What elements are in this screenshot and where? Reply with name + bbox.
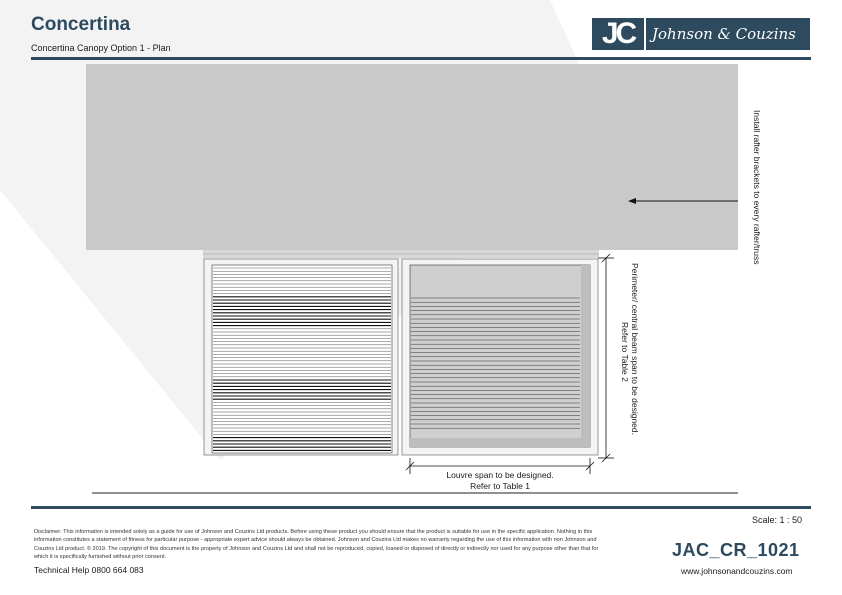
page-subtitle: Concertina Canopy Option 1 - Plan <box>31 43 171 53</box>
company-website[interactable]: www.johnsonandcouzins.com <box>681 566 793 576</box>
logo-mark: JC <box>592 18 646 50</box>
footer-divider <box>31 506 811 509</box>
louvre-span-note-line2: Refer to Table 1 <box>470 481 530 491</box>
document-code: JAC_CR_1021 <box>672 540 800 560</box>
louvre-span-note <box>420 470 580 492</box>
drawing-scale: Scale: 1 : 50 <box>752 515 803 525</box>
page-title: Concertina <box>31 14 131 35</box>
right-louvre-bay <box>402 259 598 455</box>
beam-span-dimension <box>598 254 614 462</box>
rafter-bracket-note: Install rafter brackets to every rafter/truss <box>752 110 762 265</box>
existing-roof <box>86 64 738 250</box>
logo-wordmark: Johnson & Couzins <box>652 25 796 43</box>
beam-span-note-line1: Perimeter/ central beam span to be designed. <box>630 263 640 435</box>
left-louvre-bay <box>204 259 398 455</box>
disclaimer-text: Disclaimer: This information is intended solely as a guide for use of Johnson and Couzins Ltd products. Before using these product you should ensure that the product is suitable for use in the specific application. Nothing in this information constitutes a statement of fitness for particular purpose - appropriate expert advice should always be obtained. Johnson and Couzins Ltd makes no warranty regarding the use of this information with non Johnson and Couzins Ltd product. © 2019. The copyright of this document is the property of Johnson and Couzins Ltd and shall not be reproduced, copied, loaned or disposed of directly or indirectly nor used for any purpose other than that for which it is specifically furnished without prior consent. <box>34 529 599 560</box>
louvre-span-note-line1: Louvre span to be designed. <box>446 470 554 480</box>
beam-span-note-line2: Refer to Table 2 <box>620 322 630 382</box>
technical-help-phone: Technical Help 0800 664 083 <box>34 565 144 575</box>
